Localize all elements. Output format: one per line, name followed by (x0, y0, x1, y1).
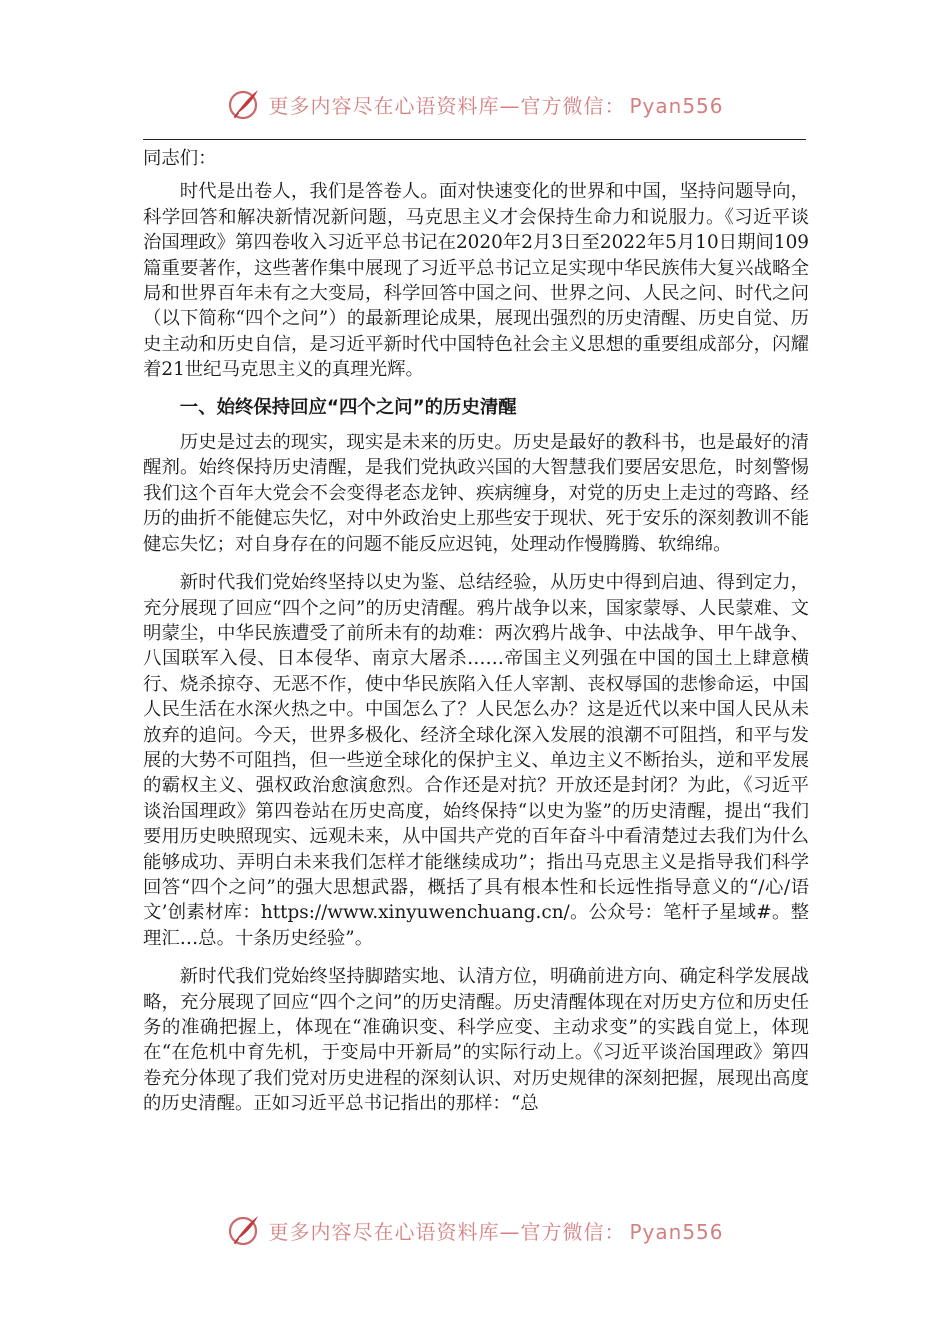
section-heading: 一、始终保持回应“四个之问”的历史清醒 (179, 396, 517, 418)
banner-text: 更多内容尽在心语资料库—官方微信： Pyan556 (268, 93, 724, 118)
source-url: https://www.xinyuwenchuang.cn/ (260, 902, 570, 924)
header-banner (0, 82, 950, 126)
feather-pen-circle-icon (226, 86, 262, 122)
paragraph-2 (143, 570, 809, 951)
document-body (143, 146, 809, 1117)
footer-banner (0, 1208, 950, 1252)
paragraph-1: 历史是过去的现实，现实是未来的历史。历史是最好的教科书，也是最好的清醒剂。始终保持历史清醒，是我们党执政兴国的大智慧我们要居安思危，时刻警惕我们这个百年大党会不会变得老态龙钟、疾病缠身，对党的历史上走过的弯路、经历的曲折不能健忘失忆，对中外政治史上那些安于现状、死于安乐的深刻教训不能健忘失忆；对自身存在的问题不能反应迟钝，处理动作慢腾腾、软绵绵。 (143, 432, 809, 555)
feather-pen-circle-icon (226, 1212, 262, 1248)
paragraph-2-text: 新时代我们党始终坚持以史为鉴、总结经验，从历史中得到启迪、得到定力，充分展现了回应“四个之问”的历史清醒。鸦片战争以来，国家蒙辱、人民蒙难、文明蒙尘，中华民族遭受了前所未有的劫难：两次鸦片战争、中法战争、甲午战争、八国联军入侵、日本侵华、南京大屠杀……帝国主义列强在中国的国土上肆意横行、烧杀掠夺、无恶不作，使中华民族陷入任人宰割、丧权辱国的悲惨命运，中国人民生活在水深火热之中。中国怎么了？人民怎么办？这是近代以来中国人民从未放弃的追问。今天，世界多极化、经济全球化深入发展的浪潮不可阻挡，和平与发展的大势不可阻挡，但一些逆全球化的保护主义、单边主义不断抬头，逆和平发展的霸权主义、强权政治愈演愈烈。合作还是对抗？开放还是封闭？为此，《习近平谈治国理政》第四卷站在历史高度，始终保持“以史为鉴”的历史清醒，提出“我们要用历史映照现实、远观未来，从中国共产党的百年奋斗中看清楚过去我们为什么能够成功、弄明白未来我们怎样才能继续成功”；指出马克思主义是指导我们科学回答“四个之问”的强大思想武器，概括了具有根本性和长远性指导意义的“/心/语文’创素材库： (143, 572, 809, 924)
intro-paragraph: 时代是出卷人，我们是答卷人。面对快速变化的世界和中国，坚持问题导向，科学回答和解决新情况新问题，马克思主义才会保持生命力和说服力。《习近平谈治国理政》第四卷收入习近平总书记在2020年2月3日至2022年5月10日期间109篇重要著作，这些著作集中展现了习近平总书记立足实现中华民族伟大复兴战略全局和世界百年未有之大变局，科学回答中国之问、世界之问、人民之问、时代之问（以下简称“四个之问”）的最新理论成果，展现出强烈的历史清醒、历史自觉、历史主动和历史自信，是习近平新时代中国特色社会主义思想的重要组成部分，闪耀着21世纪马克思主义的真理光辉。 (143, 181, 809, 381)
banner-text: 更多内容尽在心语资料库—官方微信： Pyan556 (268, 1219, 724, 1244)
paragraph-3: 新时代我们党始终坚持脚踏实地、认清方位，明确前进方向、确定科学发展战略，充分展现了回应“四个之问”的历史清醒。历史清醒体现在对历史方位和历史任务的准确把握上，体现在“准确识变、科学应变、主动求变”的实践自觉上，体现在“在危机中育先机，于变局中开新局”的实际行动上。《习近平谈治国理政》第四卷充分体现了我们党对历史进程的深刻认识、对历史规律的深刻把握，展现出高度的历史清醒。正如习近平总书记指出的那样：“总 (143, 966, 809, 1115)
salutation: 同志们： (143, 148, 217, 169)
paragraph-2-tail: 。公众号：笔杆子星域#。整理汇…总。十条历史经验”。 (143, 902, 809, 949)
wechat-id: Pyan556 (629, 1219, 724, 1244)
header-rule (143, 139, 806, 140)
wechat-id: Pyan556 (629, 93, 724, 118)
